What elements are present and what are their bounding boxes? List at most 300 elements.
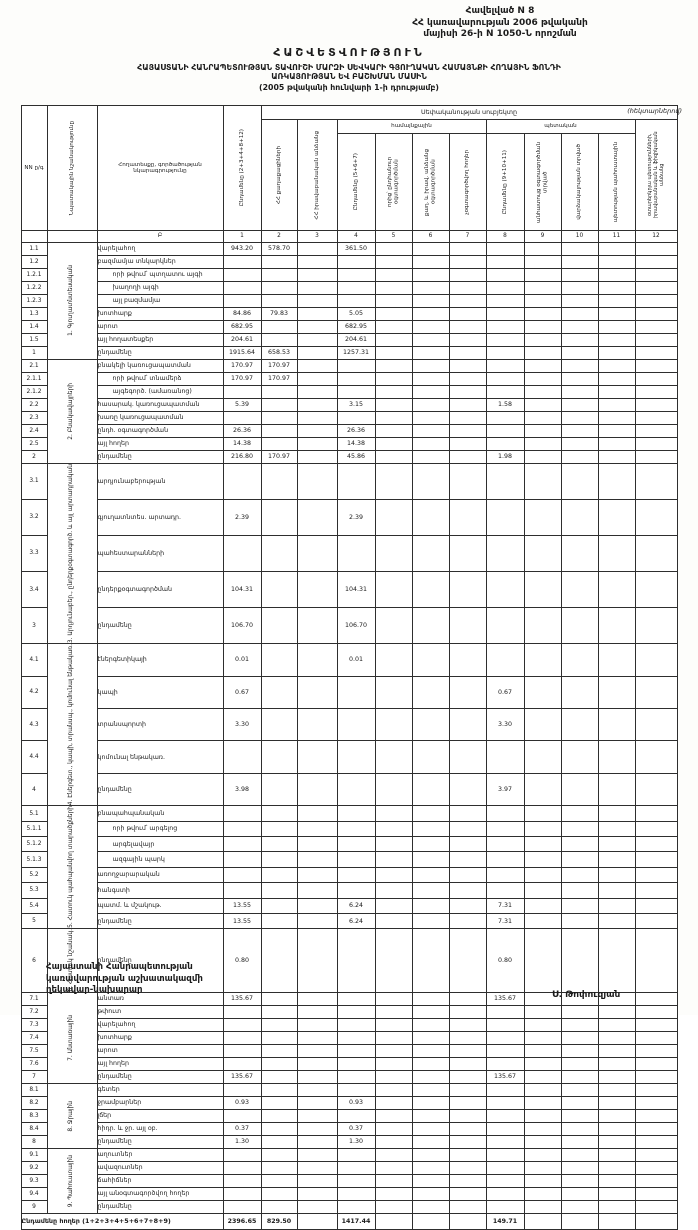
value-cell: 26.36: [223, 424, 261, 437]
row-number: 8.2: [21, 1096, 47, 1109]
value-cell: [524, 708, 561, 740]
value-cell: [486, 333, 524, 346]
value-cell: [297, 385, 337, 398]
value-cell: [486, 867, 524, 882]
table-row: [21, 385, 677, 398]
value-cell: [598, 242, 635, 255]
value-cell: [375, 708, 412, 740]
value-cell: [524, 463, 561, 499]
value-cell: [375, 1148, 412, 1161]
appendix-line1: Հավելված N 8: [465, 6, 535, 16]
value-cell: [261, 535, 297, 571]
row-number: 9.3: [21, 1174, 47, 1187]
land-type-label: այլ հողեր: [97, 437, 223, 450]
value-cell: 170.97: [261, 450, 297, 463]
value-cell: 0.80: [486, 929, 524, 993]
value-cell: [375, 450, 412, 463]
land-type-label: տրանսպորտի: [97, 708, 223, 740]
value-cell: [449, 1174, 486, 1187]
row-number: 2.2: [21, 398, 47, 411]
value-cell: [337, 821, 375, 836]
value-cell: [635, 1070, 677, 1083]
row-number: 4.3: [21, 708, 47, 740]
section-label-text: 8. Ջրային: [68, 1100, 75, 1132]
value-cell: [486, 1200, 524, 1213]
value-cell: [598, 424, 635, 437]
value-cell: [449, 773, 486, 805]
value-cell: [635, 1174, 677, 1187]
col-header-state-reserve: [598, 133, 635, 230]
land-type-label: արգելավայր: [97, 837, 223, 852]
value-cell: [449, 437, 486, 450]
value-cell: [297, 307, 337, 320]
value-cell: [598, 535, 635, 571]
value-cell: [598, 708, 635, 740]
value-cell: [635, 913, 677, 928]
row-number: 4.4: [21, 741, 47, 773]
row-number: 9: [21, 1200, 47, 1213]
value-cell: [635, 1109, 677, 1122]
value-cell: [297, 1031, 337, 1044]
value-cell: 45.86: [337, 450, 375, 463]
value-cell: [297, 821, 337, 836]
value-cell: [375, 535, 412, 571]
value-cell: [337, 1057, 375, 1070]
value-cell: [261, 898, 297, 913]
value-cell: [223, 535, 261, 571]
land-type-label: ընդամենը: [97, 1070, 223, 1083]
col-header-leased: [561, 133, 598, 230]
value-cell: [635, 1187, 677, 1200]
value-cell: [449, 1031, 486, 1044]
value-cell: [375, 268, 412, 281]
value-cell: 0.93: [223, 1096, 261, 1109]
value-cell: [261, 1109, 297, 1122]
value-cell: [412, 242, 449, 255]
value-cell: [297, 1200, 337, 1213]
value-cell: 3.30: [486, 708, 524, 740]
row-number: 8.3: [21, 1109, 47, 1122]
value-cell: [598, 1096, 635, 1109]
value-cell: [524, 1096, 561, 1109]
value-cell: [561, 499, 598, 535]
table-row: [21, 1031, 677, 1044]
row-number: 5.1.3: [21, 852, 47, 867]
value-cell: [375, 837, 412, 852]
table-row: [21, 708, 677, 740]
row-number: 1.2: [21, 255, 47, 268]
value-cell: [297, 320, 337, 333]
value-cell: [223, 821, 261, 836]
value-cell: [412, 320, 449, 333]
value-cell: [375, 411, 412, 424]
value-cell: [261, 294, 297, 307]
value-cell: [524, 450, 561, 463]
value-cell: 0.93: [337, 1096, 375, 1109]
value-cell: [598, 1031, 635, 1044]
value-cell: [486, 608, 524, 644]
land-type-label: պատմ. և մշակութ.: [97, 898, 223, 913]
row-number: 1.3: [21, 307, 47, 320]
value-cell: [561, 535, 598, 571]
value-cell: [337, 1109, 375, 1122]
table-row: [21, 437, 677, 450]
value-cell: [524, 1174, 561, 1187]
value-cell: [337, 837, 375, 852]
value-cell: 26.36: [337, 424, 375, 437]
value-cell: [223, 463, 261, 499]
land-type-label: արոտ: [97, 1044, 223, 1057]
value-cell: [412, 1187, 449, 1200]
value-cell: [598, 929, 635, 993]
row-number: 3.3: [21, 535, 47, 571]
table-row: [21, 1083, 677, 1096]
value-cell: [635, 1044, 677, 1057]
value-cell: [635, 346, 677, 359]
column-number: 4: [337, 230, 375, 242]
value-cell: 3.30: [223, 708, 261, 740]
section-label: [47, 992, 97, 1083]
value-cell: 0.01: [223, 644, 261, 676]
value-cell: [524, 773, 561, 805]
value-cell: [261, 424, 297, 437]
land-type-label: վարելահող: [97, 1018, 223, 1031]
value-cell: [261, 268, 297, 281]
value-cell: [635, 359, 677, 372]
value-cell: [297, 1070, 337, 1083]
value-cell: [561, 268, 598, 281]
value-cell: [486, 411, 524, 424]
table-row: [21, 806, 677, 821]
footer-line2: կառավարության աշխատակազմի: [46, 973, 203, 984]
value-cell: [449, 255, 486, 268]
value-cell: [223, 1083, 261, 1096]
value-cell: [449, 837, 486, 852]
value-cell: [561, 1057, 598, 1070]
value-cell: [561, 1161, 598, 1174]
value-cell: [486, 1005, 524, 1018]
value-cell: [635, 1161, 677, 1174]
foreign-header-text: օտարերկրյա պետությունների, իրավաբանական և ֆիզիկական անձանց: [647, 131, 665, 219]
value-cell: [635, 294, 677, 307]
value-cell: [449, 867, 486, 882]
value-cell: [337, 359, 375, 372]
table-row: [21, 913, 677, 928]
land-type-label: այլ հողեր: [97, 1057, 223, 1070]
value-cell: 135.67: [486, 1070, 524, 1083]
value-cell: [412, 1018, 449, 1031]
value-cell: [412, 385, 449, 398]
value-cell: [223, 1057, 261, 1070]
value-cell: [561, 1174, 598, 1187]
value-cell: [635, 1096, 677, 1109]
value-cell: [261, 852, 297, 867]
value-cell: [486, 1057, 524, 1070]
value-cell: [337, 294, 375, 307]
value-cell: 104.31: [223, 572, 261, 608]
value-cell: [449, 929, 486, 993]
value-cell: [449, 608, 486, 644]
value-cell: [561, 1070, 598, 1083]
value-cell: [337, 883, 375, 898]
value-cell: [261, 1096, 297, 1109]
value-cell: [524, 821, 561, 836]
value-cell: [449, 676, 486, 708]
value-cell: [261, 773, 297, 805]
value-cell: [375, 898, 412, 913]
value-cell: [412, 294, 449, 307]
land-type-label: ընդամենը: [97, 608, 223, 644]
value-cell: [337, 463, 375, 499]
value-cell: [561, 806, 598, 821]
value-cell: [412, 1083, 449, 1096]
value-cell: [598, 1070, 635, 1083]
value-cell: [375, 320, 412, 333]
value-cell: [412, 852, 449, 867]
value-cell: [412, 1109, 449, 1122]
value-cell: [561, 1031, 598, 1044]
value-cell: [297, 806, 337, 821]
value-cell: [297, 411, 337, 424]
value-cell: [412, 644, 449, 676]
numbering-row: [21, 230, 677, 242]
value-cell: [561, 372, 598, 385]
row-number: 1.2.2: [21, 281, 47, 294]
grand-total-row: [21, 1213, 677, 1229]
title-line3: (2005 թվականի հունվարի 1-ի դրությամբ): [259, 83, 439, 93]
col-header-legal-entities: [297, 119, 337, 230]
value-cell: [297, 1135, 337, 1148]
land-type-label: կոմունալ ենթակառ.: [97, 741, 223, 773]
value-cell: [598, 1122, 635, 1135]
value-cell: [524, 333, 561, 346]
value-cell: [598, 773, 635, 805]
value-cell: [375, 852, 412, 867]
value-cell: [337, 385, 375, 398]
value-cell: [486, 255, 524, 268]
value-cell: 13.55: [223, 913, 261, 928]
value-cell: [337, 708, 375, 740]
value-cell: [337, 1044, 375, 1057]
value-cell: [486, 806, 524, 821]
value-cell: [297, 913, 337, 928]
column-number: [47, 230, 97, 242]
value-cell: [412, 1200, 449, 1213]
value-cell: [412, 281, 449, 294]
value-cell: [297, 450, 337, 463]
value-cell: [598, 333, 635, 346]
table-row: [21, 398, 677, 411]
row-number: 2.1.1: [21, 372, 47, 385]
value-cell: [412, 1148, 449, 1161]
value-cell: [486, 424, 524, 437]
value-cell: [449, 294, 486, 307]
value-cell: [449, 346, 486, 359]
value-cell: [449, 992, 486, 1005]
value-cell: [337, 1161, 375, 1174]
col-header-landtype: Հողատեսքը, գործածության նկարագրությունը: [97, 105, 223, 230]
value-cell: [635, 255, 677, 268]
value-cell: [598, 676, 635, 708]
value-cell: [561, 708, 598, 740]
value-cell: [261, 806, 297, 821]
value-cell: [261, 320, 297, 333]
value-cell: [261, 1083, 297, 1096]
value-cell: 578.70: [261, 242, 297, 255]
value-cell: [375, 1213, 412, 1229]
value-cell: [524, 806, 561, 821]
value-cell: [375, 676, 412, 708]
row-number: 5.1.1: [21, 821, 47, 836]
value-cell: [375, 1187, 412, 1200]
row-number: 1.5: [21, 333, 47, 346]
value-cell: 170.97: [223, 372, 261, 385]
value-cell: [297, 242, 337, 255]
col-header-nn: NN ը/գ: [21, 105, 47, 230]
land-type-label: ճահիճներ: [97, 1174, 223, 1187]
value-cell: [486, 821, 524, 836]
land-type-label: գետեր: [97, 1083, 223, 1096]
row-number: 9.1: [21, 1148, 47, 1161]
value-cell: [449, 398, 486, 411]
value-cell: [561, 1044, 598, 1057]
value-cell: [524, 242, 561, 255]
value-cell: [449, 535, 486, 571]
table-row: [21, 1018, 677, 1031]
value-cell: 216.80: [223, 450, 261, 463]
value-cell: [375, 1044, 412, 1057]
table-row: [21, 268, 677, 281]
value-cell: [412, 1213, 449, 1229]
value-cell: [486, 385, 524, 398]
value-cell: [524, 346, 561, 359]
value-cell: [598, 852, 635, 867]
value-cell: 170.97: [223, 359, 261, 372]
value-cell: [412, 883, 449, 898]
value-cell: [561, 867, 598, 882]
value-cell: [223, 1005, 261, 1018]
value-cell: [635, 499, 677, 535]
value-cell: 204.61: [337, 333, 375, 346]
value-cell: 14.38: [223, 437, 261, 450]
row-number: 5.4: [21, 898, 47, 913]
value-cell: [412, 741, 449, 773]
table-row: [21, 411, 677, 424]
value-cell: [261, 1148, 297, 1161]
value-cell: 135.67: [223, 1070, 261, 1083]
value-cell: [449, 852, 486, 867]
legal-entities-header-text: ՀՀ իրավաբանական անձանց: [313, 130, 320, 220]
value-cell: [297, 572, 337, 608]
value-cell: [297, 1044, 337, 1057]
land-type-label: լճեր: [97, 1109, 223, 1122]
value-cell: [635, 992, 677, 1005]
value-cell: [261, 867, 297, 882]
value-cell: [486, 1161, 524, 1174]
signature-name: Ս. Թոփուզյան: [552, 990, 621, 1000]
value-cell: 3.97: [486, 773, 524, 805]
land-type-label: խոտհարք: [97, 307, 223, 320]
table-row: [21, 424, 677, 437]
value-cell: [297, 741, 337, 773]
value-cell: [561, 359, 598, 372]
table-row: [21, 1005, 677, 1018]
table-row: [21, 255, 677, 268]
value-cell: [297, 929, 337, 993]
state-total-header-text: Ընդամենը (9+10+11): [501, 149, 508, 215]
value-cell: [449, 1161, 486, 1174]
value-cell: [486, 320, 524, 333]
land-type-label: ընդհ. օգտագործման: [97, 424, 223, 437]
land-type-label: հանգստի: [97, 883, 223, 898]
value-cell: [598, 398, 635, 411]
value-cell: [449, 359, 486, 372]
value-cell: [375, 821, 412, 836]
value-cell: [223, 806, 261, 821]
value-cell: [524, 294, 561, 307]
value-cell: [261, 1135, 297, 1148]
value-cell: [261, 1018, 297, 1031]
value-cell: 0.01: [337, 644, 375, 676]
value-cell: [486, 1031, 524, 1044]
total-header-text: Ընդամենը (2+3+4+8+12): [238, 129, 245, 207]
value-cell: [449, 499, 486, 535]
value-cell: [598, 268, 635, 281]
value-cell: [412, 1044, 449, 1057]
value-cell: [261, 1005, 297, 1018]
value-cell: [261, 1161, 297, 1174]
table-row: [21, 1187, 677, 1200]
citizens-header-text: ՀՀ քաղաքացիների: [275, 145, 282, 204]
appendix-block: [340, 6, 660, 41]
section-label-text: 7. Անտառային: [68, 1014, 75, 1061]
col-header-citizens: [261, 119, 297, 230]
land-type-label: անտառ: [97, 992, 223, 1005]
value-cell: [598, 883, 635, 898]
value-cell: [486, 1018, 524, 1031]
value-cell: [486, 372, 524, 385]
value-cell: [486, 741, 524, 773]
value-cell: [524, 1018, 561, 1031]
value-cell: [223, 741, 261, 773]
section-label: [47, 644, 97, 806]
col-header-state: պետական: [486, 119, 635, 133]
value-cell: [635, 411, 677, 424]
table-row: [21, 1174, 677, 1187]
value-cell: [223, 294, 261, 307]
value-cell: [449, 1018, 486, 1031]
value-cell: 1.30: [223, 1135, 261, 1148]
table-row: [21, 1122, 677, 1135]
row-number: 3.1: [21, 463, 47, 499]
gratuitous-use-header-text: անհատույց օգտագործման տրված: [535, 141, 549, 223]
footer-signatory-block: [46, 962, 203, 997]
value-cell: [297, 867, 337, 882]
value-cell: 204.61: [223, 333, 261, 346]
value-cell: [561, 1200, 598, 1213]
value-cell: [561, 411, 598, 424]
units-note: (հեկտարներով): [627, 107, 682, 115]
column-number: 2: [261, 230, 297, 242]
value-cell: [223, 385, 261, 398]
value-cell: [561, 307, 598, 320]
land-type-label: որի թվում՝ տնամերձ: [97, 372, 223, 385]
value-cell: [297, 773, 337, 805]
table-row: [21, 852, 677, 867]
value-cell: [297, 281, 337, 294]
value-cell: [223, 268, 261, 281]
column-number: 6: [412, 230, 449, 242]
